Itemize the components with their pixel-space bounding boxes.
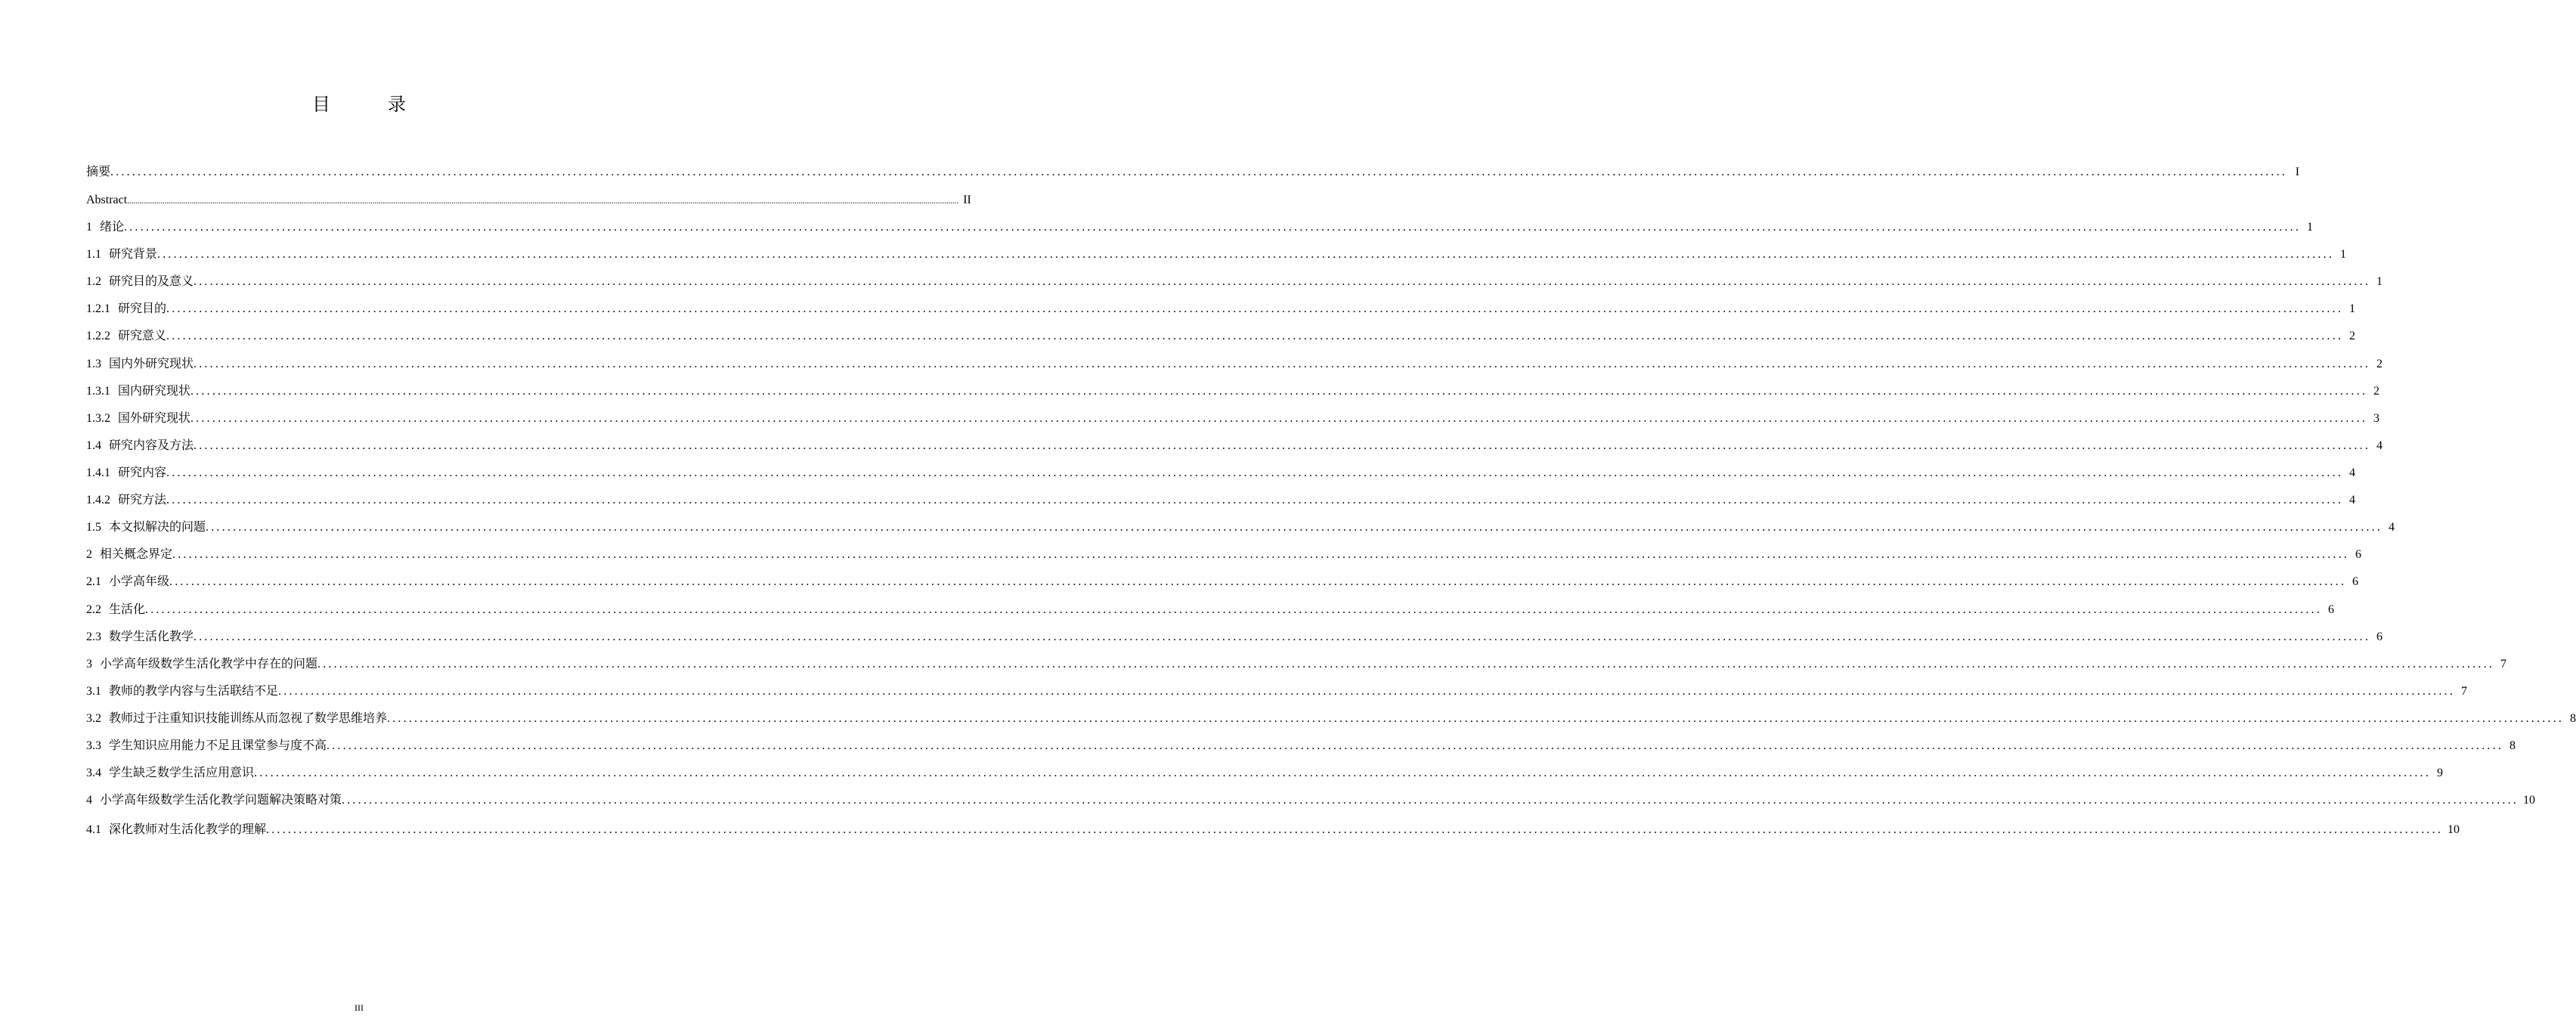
toc-entry[interactable]: [86, 383, 2380, 401]
toc-entry-page: 8: [2570, 712, 2576, 725]
toc-entry-page: 6: [2352, 575, 2359, 588]
toc-entry-title: 教师过于注重知识技能训练从而忽视了数学思维培养: [109, 712, 388, 725]
toc-entry-title: 相关概念界定: [100, 548, 173, 561]
toc-entry-page: 6: [2328, 603, 2335, 616]
toc-entry[interactable]: [86, 519, 2395, 537]
toc-entry-page: 7: [2461, 685, 2468, 698]
toc-entry-number: 2.3: [86, 630, 101, 643]
toc-entry-number: 1.1: [86, 248, 101, 261]
toc-entry-page: 1: [2340, 248, 2347, 261]
toc-entry[interactable]: [86, 573, 2359, 591]
toc-entry-page: 1: [2307, 221, 2314, 234]
toc-dot-leader: ................................................................................................................................................................................................................................................................................................................................................................................................................: [266, 823, 2444, 836]
toc-entry-number: 1.3: [86, 358, 101, 370]
toc-entry-page: 4: [2349, 466, 2356, 479]
toc-entry-title: 本文拟解决的问题: [109, 521, 206, 534]
toc-entry-number: 2.2: [86, 603, 101, 616]
toc-entry-title: 教师的教学内容与生活联结不足: [109, 685, 279, 698]
toc-entry-page: 4: [2376, 439, 2383, 452]
toc-dot-leader: ................................................................................................................................................................................................................................................................................................................................................................................................................: [190, 412, 2368, 425]
toc-dot-leader: ................................................................................................................................................................................................................................................................................................................................................................................................................: [166, 302, 2344, 315]
toc-entry-page: 8: [2509, 739, 2516, 752]
toc-entry-number: 2: [86, 548, 92, 561]
toc-entry-title: 学生缺乏数学生活应用意识: [109, 767, 255, 779]
toc-entry-title: 研究背景: [109, 248, 158, 261]
toc-entry[interactable]: [86, 273, 2383, 291]
toc-entry[interactable]: [86, 791, 2536, 810]
toc-dot-leader: ................................................................................................................................................................................................................................................................................................................................................................................................................: [278, 685, 2456, 698]
toc-dot-leader: ................................................................................................................................................................................................................................................................................................................................................................................................................: [190, 385, 2368, 398]
toc-entry-number: 1.2: [86, 275, 101, 288]
toc-entry-page: I: [2295, 166, 2300, 178]
toc-entry-title: 研究目的及意义: [109, 275, 194, 288]
toc-entry[interactable]: [86, 683, 2468, 701]
toc-entry-number: 3.3: [86, 739, 101, 752]
toc-dot-leader: ................................................................................................................................................................................................................................................................................................................................................................................................................: [194, 275, 2371, 288]
toc-entry-title: 国内外研究现状: [109, 358, 194, 370]
toc-entry-page: 6: [2376, 630, 2383, 643]
toc-entry-number: 3.4: [86, 767, 101, 779]
toc-entry-title: 学生知识应用能力不足且课堂参与度不高: [109, 739, 327, 752]
toc-entry-page: 2: [2376, 358, 2383, 370]
toc-entry-title: 研究目的: [118, 302, 167, 315]
toc-entry-number: 1.4.2: [86, 494, 110, 506]
toc-dot-leader: ................................................................................................................................................................................................................................................................................................................................................................................................................: [342, 794, 2519, 807]
toc-entry-title: 生活化: [109, 603, 146, 616]
toc-dot-leader: ................................................................................................................................................................................................................................................................................................................................................................................................................: [124, 221, 2302, 234]
toc-entry-number: 1.5: [86, 521, 101, 534]
toc-entry-number: 1.3.2: [86, 412, 110, 425]
toc-entry[interactable]: [86, 246, 2347, 264]
toc-entry[interactable]: [86, 355, 2383, 373]
toc-entry-title: 绪论: [100, 221, 125, 234]
toc-entry-title: 摘要: [86, 166, 111, 178]
toc-dot-leader: ................................................................................................................................................................................................................................................................................................................................................................................................................: [254, 767, 2432, 779]
toc-entry[interactable]: [86, 437, 2383, 455]
toc-entry[interactable]: [86, 737, 2516, 755]
toc-dot-leader: ................................................................................................................................................................................................................................................................................................................................................................................................................: [206, 521, 2383, 534]
toc-entry-number: 1.2.1: [86, 302, 110, 315]
toc-entry-title: 研究内容及方法: [109, 439, 194, 452]
toc-entry-number: 3.1: [86, 685, 101, 698]
toc-dot-leader: ................................................................................................................................................................................................................................................................................................................................................................................................................: [194, 630, 2371, 643]
toc-entry-title: 小学高年级数学生活化教学问题解决策略对策: [100, 794, 342, 807]
toc-entry-page: 6: [2355, 548, 2362, 561]
toc-entry[interactable]: [86, 546, 2362, 564]
toc-entry[interactable]: [86, 764, 2444, 782]
toc-entry-page: 4: [2349, 494, 2356, 506]
toc-dot-leader: ................................................................................................................................................................................................................................................................................................................................................................................................................: [157, 248, 2335, 261]
page-number: III: [355, 1002, 364, 1013]
toc-entry[interactable]: [86, 163, 2300, 181]
toc-entry[interactable]: [86, 191, 971, 209]
toc-entry-title: 深化教师对生活化教学的理解: [109, 823, 267, 836]
toc-entry-number: 1: [86, 221, 92, 234]
toc-dot-leader: ................................................................................................................................................................................................................................................................................................................................................................................................................: [194, 439, 2371, 452]
toc-entry[interactable]: [86, 710, 2576, 728]
toc-entry-title: 研究意义: [118, 330, 167, 342]
toc-entry[interactable]: [86, 327, 2356, 345]
toc-entry-title: 国外研究现状: [118, 412, 191, 425]
toc-entry[interactable]: [86, 491, 2356, 510]
toc-entry-number: 4.1: [86, 823, 101, 836]
toc-entry-number: 4: [86, 794, 92, 807]
toc-dot-leader: ................................................................................................................................................................................................................................................................................................................................................................................................................: [166, 494, 2344, 506]
toc-entry[interactable]: [86, 821, 2460, 839]
toc-dot-leader: ................................................................................................................................................................................................................................................................................................................................................................................................................: [166, 330, 2344, 342]
toc-entry-page: 10: [2448, 823, 2460, 836]
toc-dot-leader: ................................................................................................................................................................................................................................................................................................................................................................................................................: [145, 603, 2323, 616]
toc-entry-number: 1.2.2: [86, 330, 110, 342]
toc-entry-page: 1: [2349, 302, 2356, 315]
toc-entry-number: 3: [86, 658, 92, 671]
toc-entry-page: 2: [2349, 330, 2356, 342]
toc-entry[interactable]: [86, 628, 2383, 646]
toc-dot-leader: ................................................................................................................................................................................................................................................................................................................................................................................................................: [317, 658, 2495, 671]
toc-entry-page: 2: [2373, 385, 2380, 398]
toc-entry[interactable]: [86, 300, 2356, 318]
toc-dot-leader: ................................................................................................................................................................................................................................................................................................................................................................................................................: [194, 358, 2371, 370]
toc-entry-page: 4: [2389, 521, 2395, 534]
toc-entry-page: II: [963, 194, 971, 206]
toc-entry-number: 1.3.1: [86, 385, 110, 398]
toc-dot-leader: ................................................................................................................................................................................................................................................................................................................................................................................................................: [327, 739, 2504, 752]
toc-entry-title: 小学高年级: [109, 575, 170, 588]
toc-entry-number: 1.4.1: [86, 466, 110, 479]
toc-entry[interactable]: [86, 464, 2356, 482]
toc-dot-leader: ................................................................................................................................................................................................................................................................................................................................................................................................................: [110, 166, 2288, 178]
toc-heading: 目 录: [312, 94, 426, 115]
toc-entry-page: 3: [2373, 412, 2380, 425]
toc-dot-leader: ................................................................................................................................................................................................................................................................................................................................................................................................................: [169, 575, 2347, 588]
toc-entry[interactable]: [86, 655, 2507, 674]
toc-entry-title: 研究内容: [118, 466, 167, 479]
toc-entry-page: 9: [2437, 767, 2444, 779]
toc-dot-leader: ................................................................................................................................................................................................................................................................................................................................................................................................................: [127, 197, 959, 206]
toc-entry-page: 10: [2523, 794, 2536, 807]
toc-dot-leader: ................................................................................................................................................................................................................................................................................................................................................................................................................: [387, 712, 2565, 725]
toc-entry[interactable]: [86, 410, 2380, 428]
toc-entry-title: 数学生活化教学: [109, 630, 194, 643]
toc-entry[interactable]: [86, 601, 2335, 619]
toc-entry-title: 研究方法: [118, 494, 167, 506]
toc-entry[interactable]: [86, 218, 2314, 237]
toc-dot-leader: ................................................................................................................................................................................................................................................................................................................................................................................................................: [172, 548, 2350, 561]
toc-entry-page: 7: [2500, 658, 2507, 671]
toc-entry-number: 3.2: [86, 712, 101, 725]
toc-dot-leader: ................................................................................................................................................................................................................................................................................................................................................................................................................: [166, 466, 2344, 479]
toc-entry-title: 小学高年级数学生活化教学中存在的问题: [100, 658, 318, 671]
toc-entry-page: 1: [2376, 275, 2383, 288]
toc-entry-number: 2.1: [86, 575, 101, 588]
toc-entry-title: Abstract: [86, 194, 128, 206]
toc-entry-title: 国内研究现状: [118, 385, 191, 398]
toc-entry-number: 1.4: [86, 439, 101, 452]
